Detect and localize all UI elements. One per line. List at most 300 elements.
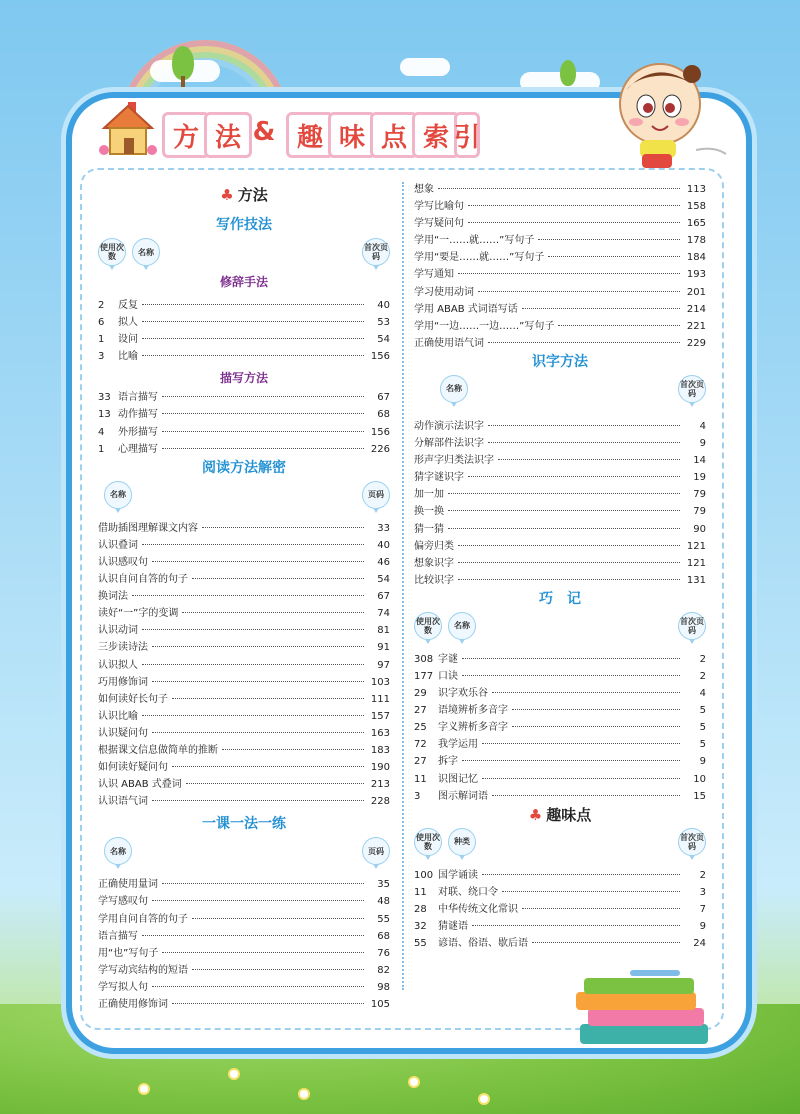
entry-name: 猜一猜 xyxy=(414,523,444,535)
entry-name: 认识动词 xyxy=(98,625,138,637)
entry-name: 读好“一”字的变调 xyxy=(98,608,179,620)
right-column xyxy=(414,176,706,951)
flower-decoration xyxy=(410,1078,418,1086)
index-row xyxy=(414,667,706,684)
title-char: 法 xyxy=(204,112,252,158)
leader-dots xyxy=(222,749,364,750)
index-row xyxy=(98,707,390,724)
index-row xyxy=(414,866,706,883)
entry-name: 我学运用 xyxy=(438,739,478,751)
name-tag: 名称 xyxy=(104,837,132,865)
index-row xyxy=(98,792,390,809)
entry-name: 巧用修饰词 xyxy=(98,676,148,688)
reading-heading: 阅读方法解密 xyxy=(202,459,286,476)
leader-dots xyxy=(172,698,364,699)
leader-dots xyxy=(142,304,364,305)
entry-name: 识图记忆 xyxy=(438,773,478,785)
index-row xyxy=(98,330,390,347)
leader-dots xyxy=(162,413,364,414)
index-row xyxy=(98,347,390,364)
index-row xyxy=(98,995,390,1012)
use-count: 27 xyxy=(414,705,427,717)
index-row xyxy=(98,604,390,621)
index-row xyxy=(414,283,706,300)
entry-name: 拆字 xyxy=(438,756,458,768)
practice-list-continued xyxy=(414,180,706,351)
name-tag: 名称 xyxy=(104,481,132,509)
index-row xyxy=(98,673,390,690)
leader-dots xyxy=(142,935,364,936)
leader-dots xyxy=(132,595,364,596)
leader-dots xyxy=(152,681,364,682)
flower-decoration xyxy=(230,1070,238,1078)
entry-name: 认识自问自答的句子 xyxy=(98,574,188,586)
entry-name: 学写比喻句 xyxy=(414,201,464,213)
index-row xyxy=(98,927,390,944)
leader-dots xyxy=(142,715,364,716)
use-count: 11 xyxy=(414,886,427,898)
index-row xyxy=(98,656,390,673)
index-row xyxy=(98,519,390,536)
page-number: 68 xyxy=(377,409,390,421)
leader-dots xyxy=(448,493,680,494)
leader-dots xyxy=(558,325,680,326)
page-number: 54 xyxy=(377,574,390,586)
use-count: 72 xyxy=(414,739,427,751)
index-row xyxy=(414,197,706,214)
index-row xyxy=(414,571,706,588)
index-row xyxy=(98,978,390,995)
page-number: 79 xyxy=(693,489,706,501)
use-count: 25 xyxy=(414,722,427,734)
page-number: 46 xyxy=(377,556,390,568)
entry-name: 识字欢乐谷 xyxy=(438,688,488,700)
index-row xyxy=(414,752,706,769)
use-count: 11 xyxy=(414,773,427,785)
index-row xyxy=(98,388,390,405)
index-row xyxy=(414,684,706,701)
page-number: 2 xyxy=(699,653,706,665)
page-number: 91 xyxy=(377,642,390,654)
leader-dots xyxy=(512,726,680,727)
index-row xyxy=(414,417,706,434)
flower-decoration xyxy=(300,1090,308,1098)
first-page-tag: 首次页码 xyxy=(362,238,390,266)
mascot-illustration xyxy=(596,54,736,174)
page-number: 7 xyxy=(699,903,706,915)
page-number: 90 xyxy=(693,523,706,535)
page-number: 79 xyxy=(693,506,706,518)
entry-name: 学用“要是……就……”写句子 xyxy=(414,252,545,264)
literacy-list xyxy=(414,417,706,588)
entry-name: 加一加 xyxy=(414,489,444,501)
leader-dots xyxy=(162,396,364,397)
entry-name: 借助插图理解课文内容 xyxy=(98,522,198,534)
entry-name: 比较识字 xyxy=(414,574,454,586)
use-count: 100 xyxy=(414,869,434,881)
page-number: 131 xyxy=(686,574,706,586)
index-row xyxy=(414,718,706,735)
entry-name: 如何读好长句子 xyxy=(98,693,168,705)
index-row xyxy=(98,944,390,961)
page-number: 163 xyxy=(370,727,390,739)
title-char: 引 xyxy=(454,112,480,158)
name-tag: 名称 xyxy=(440,375,468,403)
first-page-tag: 首次页码 xyxy=(678,612,706,640)
entry-name: 语境辨析多音字 xyxy=(438,705,508,717)
index-row xyxy=(414,451,706,468)
page-number: 214 xyxy=(686,303,706,315)
leader-dots xyxy=(448,510,680,511)
leader-dots xyxy=(192,969,364,970)
leader-dots xyxy=(482,874,680,875)
entry-name: 心理描写 xyxy=(118,443,158,455)
page-number: 193 xyxy=(686,269,706,281)
entry-name: 分解部件法识字 xyxy=(414,438,484,450)
page-number: 74 xyxy=(377,608,390,620)
use-count: 27 xyxy=(414,756,427,768)
books-illustration xyxy=(570,970,720,1050)
use-count: 1 xyxy=(98,443,105,455)
entry-name: 学用“一……就……”写句子 xyxy=(414,235,535,247)
page-number: 4 xyxy=(699,688,706,700)
column-divider xyxy=(402,182,404,990)
page-number: 213 xyxy=(370,779,390,791)
fun-column-header xyxy=(414,826,706,862)
entry-name: 正确使用修饰词 xyxy=(98,999,168,1010)
page-number: 53 xyxy=(377,317,390,329)
leader-dots xyxy=(448,528,680,529)
index-row xyxy=(414,434,706,451)
leader-dots xyxy=(498,459,680,460)
entry-name: 认识感叹句 xyxy=(98,556,148,568)
use-count: 6 xyxy=(98,317,105,329)
index-row xyxy=(98,910,390,927)
entry-name: 学用自问自答的句子 xyxy=(98,913,188,925)
page-number: 5 xyxy=(699,739,706,751)
page-number: 3 xyxy=(699,886,706,898)
entry-name: 认识疑问句 xyxy=(98,727,148,739)
page-number: 156 xyxy=(370,351,390,363)
entry-name: 学用 ABAB 式词语写话 xyxy=(414,303,518,315)
page-number: 76 xyxy=(377,947,390,959)
entry-name: 换一换 xyxy=(414,506,444,518)
page-number: 15 xyxy=(693,790,706,802)
entry-name: 字义辨析多音字 xyxy=(438,722,508,734)
fun-heading xyxy=(414,804,706,826)
entry-name: 偏旁归类 xyxy=(414,540,454,552)
leader-dots xyxy=(152,986,364,987)
index-row xyxy=(414,770,706,787)
tree-decoration xyxy=(560,60,576,86)
index-row xyxy=(414,735,706,752)
house-icon xyxy=(98,98,158,160)
page-number: 33 xyxy=(377,522,390,534)
index-row xyxy=(98,741,390,758)
entry-name: 学用“一边……一边……”写句子 xyxy=(414,320,555,332)
method-heading xyxy=(98,184,390,206)
memory-list xyxy=(414,650,706,804)
leader-dots xyxy=(162,883,364,884)
page-number: 9 xyxy=(699,756,706,768)
page-tag: 页码 xyxy=(362,481,390,509)
flower-decoration xyxy=(480,1095,488,1103)
page-number: 82 xyxy=(377,964,390,976)
page-number: 183 xyxy=(370,744,390,756)
use-count: 32 xyxy=(414,921,427,932)
entry-name: 想象识字 xyxy=(414,557,454,569)
index-row xyxy=(98,638,390,655)
writing-heading: 写作技法 xyxy=(216,217,272,233)
index-row xyxy=(98,423,390,440)
title-char: 味 xyxy=(328,112,376,158)
page-number: 10 xyxy=(693,773,706,785)
page-number: 228 xyxy=(370,796,390,808)
entry-name: 国学诵读 xyxy=(438,869,478,881)
leader-dots xyxy=(172,1003,364,1004)
flower-decoration xyxy=(140,1085,148,1093)
index-row xyxy=(414,231,706,248)
title-char: 方 xyxy=(162,112,210,158)
entry-name: 字谜 xyxy=(438,653,458,665)
leader-dots xyxy=(488,442,680,443)
writing-column-header xyxy=(98,236,390,272)
leader-dots xyxy=(462,658,680,659)
index-row xyxy=(98,875,390,892)
leader-dots xyxy=(458,545,680,546)
page-number: 67 xyxy=(377,392,390,404)
index-row xyxy=(414,701,706,718)
index-row xyxy=(414,502,706,519)
practice-column-header xyxy=(98,835,390,871)
practice-heading: 一课一法一练 xyxy=(202,816,286,833)
entry-name: 形声字归类法识字 xyxy=(414,455,494,467)
page-number: 113 xyxy=(686,184,706,195)
leader-dots xyxy=(162,448,364,449)
entry-name: 认识叠词 xyxy=(98,539,138,551)
leader-dots xyxy=(182,612,364,613)
leader-dots xyxy=(162,952,364,953)
use-count: 2 xyxy=(98,300,105,311)
leader-dots xyxy=(186,783,364,784)
index-row xyxy=(98,405,390,422)
literacy-heading: 识字方法 xyxy=(532,353,588,370)
index-row xyxy=(98,892,390,909)
index-row xyxy=(414,934,706,951)
use-count-tag: 使用次数 xyxy=(414,828,442,856)
leader-dots xyxy=(482,743,680,744)
leader-dots xyxy=(192,918,364,919)
page-number: 19 xyxy=(693,472,706,484)
use-count: 308 xyxy=(414,653,434,665)
page-number: 9 xyxy=(699,438,706,450)
describe-list xyxy=(98,388,390,456)
left-column xyxy=(98,176,390,1012)
entry-name: 语言描写 xyxy=(98,930,138,942)
page-number: 2 xyxy=(699,670,706,682)
use-count: 3 xyxy=(414,790,421,802)
entry-name: 学写动宾结构的短语 xyxy=(98,964,188,976)
leader-dots xyxy=(152,561,364,562)
leader-dots xyxy=(468,222,680,223)
page-number: 81 xyxy=(377,625,390,637)
entry-name: 反复 xyxy=(118,300,138,311)
index-row xyxy=(98,553,390,570)
reading-list xyxy=(98,519,390,810)
leader-dots xyxy=(438,188,680,189)
leader-dots xyxy=(162,431,364,432)
leader-dots xyxy=(522,908,680,909)
use-count: 28 xyxy=(414,903,427,915)
leader-dots xyxy=(478,291,680,292)
kind-tag: 种类 xyxy=(448,828,476,856)
index-row xyxy=(98,587,390,604)
entry-name: 认识语气词 xyxy=(98,796,148,808)
index-row xyxy=(414,537,706,554)
entry-name: 对联、绕口令 xyxy=(438,886,498,898)
name-tag: 名称 xyxy=(132,238,160,266)
leader-dots xyxy=(532,942,680,943)
index-row xyxy=(98,570,390,587)
index-row xyxy=(98,536,390,553)
index-row xyxy=(98,690,390,707)
entry-name: 图示解词语 xyxy=(438,790,488,802)
leader-dots xyxy=(502,891,680,892)
index-row xyxy=(98,621,390,638)
page-number: 68 xyxy=(377,930,390,942)
page-number: 178 xyxy=(686,235,706,247)
mushroom-icon: ♣ xyxy=(220,186,234,204)
entry-name: 三步读诗法 xyxy=(98,642,148,654)
entry-name: 换词法 xyxy=(98,591,128,603)
leader-dots xyxy=(512,709,680,710)
index-row xyxy=(98,758,390,775)
index-row xyxy=(414,265,706,282)
title-char: 点 xyxy=(370,112,418,158)
page-number: 121 xyxy=(686,540,706,552)
page-number: 226 xyxy=(370,443,390,455)
page-number: 184 xyxy=(686,252,706,264)
index-row xyxy=(414,214,706,231)
entry-name: 根据课文信息做简单的推断 xyxy=(98,744,218,756)
title-ampersand: & xyxy=(252,117,276,147)
entry-name: 学写通知 xyxy=(414,269,454,281)
leader-dots xyxy=(172,766,364,767)
index-row xyxy=(98,313,390,330)
fun-list xyxy=(414,866,706,951)
leader-dots xyxy=(548,256,680,257)
leader-dots xyxy=(142,544,364,545)
page-number: 24 xyxy=(693,938,706,950)
page-number: 55 xyxy=(377,913,390,925)
entry-name: 想象 xyxy=(414,184,434,195)
page-number: 105 xyxy=(370,999,390,1010)
practice-list xyxy=(98,875,390,1012)
mushroom-icon: ♣ xyxy=(528,805,543,824)
leader-dots xyxy=(458,273,680,274)
fun-heading-label: 趣味点 xyxy=(546,805,592,824)
first-page-tag: 首次页码 xyxy=(678,375,706,403)
entry-name: 学写感叹句 xyxy=(98,896,148,908)
entry-name: 学写疑问句 xyxy=(414,218,464,230)
index-row xyxy=(414,554,706,571)
entry-name: 语言描写 xyxy=(118,392,158,404)
use-count-tag: 使用次数 xyxy=(98,238,126,266)
leader-dots xyxy=(142,355,364,356)
page-number: 98 xyxy=(377,981,390,993)
page-number: 121 xyxy=(686,557,706,569)
leader-dots xyxy=(142,321,364,322)
entry-name: 口诀 xyxy=(438,670,458,682)
index-row xyxy=(98,296,390,313)
method-heading-label: 方法 xyxy=(237,186,268,204)
page-number: 14 xyxy=(693,455,706,467)
rhetoric-subheading: 修辞手法 xyxy=(219,275,268,289)
entry-name: 认识 ABAB 式叠词 xyxy=(98,779,182,791)
page-number: 48 xyxy=(377,896,390,908)
index-row xyxy=(414,883,706,900)
index-row xyxy=(98,961,390,978)
page-number: 97 xyxy=(377,659,390,671)
leader-dots xyxy=(152,646,364,647)
index-row xyxy=(414,520,706,537)
page-number: 40 xyxy=(377,300,390,311)
entry-name: 中华传统文化常识 xyxy=(438,903,518,915)
leader-dots xyxy=(142,629,364,630)
leader-dots xyxy=(192,578,364,579)
entry-name: 如何读好疑问句 xyxy=(98,762,168,774)
index-row xyxy=(414,248,706,265)
index-row xyxy=(414,917,706,934)
entry-name: 学写拟人句 xyxy=(98,981,148,993)
page-number: 190 xyxy=(370,762,390,774)
leader-dots xyxy=(492,692,680,693)
entry-name: 设问 xyxy=(118,334,138,346)
page-number: 229 xyxy=(686,337,706,349)
title-char: 索 xyxy=(412,112,460,158)
page-tag: 页码 xyxy=(362,837,390,865)
index-row xyxy=(414,787,706,804)
index-row xyxy=(414,180,706,197)
page-number: 158 xyxy=(686,201,706,213)
name-tag: 名称 xyxy=(448,612,476,640)
entry-name: 谚语、俗语、歇后语 xyxy=(438,938,528,950)
cloud-decoration xyxy=(400,58,450,76)
entry-name: 用“也”写句子 xyxy=(98,947,159,959)
page-number: 4 xyxy=(699,420,706,432)
page-number: 221 xyxy=(686,320,706,332)
index-row xyxy=(98,775,390,792)
index-row xyxy=(414,317,706,334)
entry-name: 猜字谜识字 xyxy=(414,472,464,484)
index-row xyxy=(414,485,706,502)
reading-column-header xyxy=(98,479,390,515)
leader-dots xyxy=(492,795,680,796)
entry-name: 拟人 xyxy=(118,317,138,329)
entry-name: 外形描写 xyxy=(118,426,158,438)
leader-dots xyxy=(462,675,680,676)
use-count: 29 xyxy=(414,688,427,700)
rhetoric-list xyxy=(98,296,390,364)
entry-name: 猜谜语 xyxy=(438,921,468,932)
entry-name: 认识拟人 xyxy=(98,659,138,671)
page-number: 5 xyxy=(699,722,706,734)
leader-dots xyxy=(462,760,680,761)
leader-dots xyxy=(482,778,680,779)
use-count: 177 xyxy=(414,670,434,682)
literacy-column-header xyxy=(414,373,706,409)
leader-dots xyxy=(152,800,364,801)
